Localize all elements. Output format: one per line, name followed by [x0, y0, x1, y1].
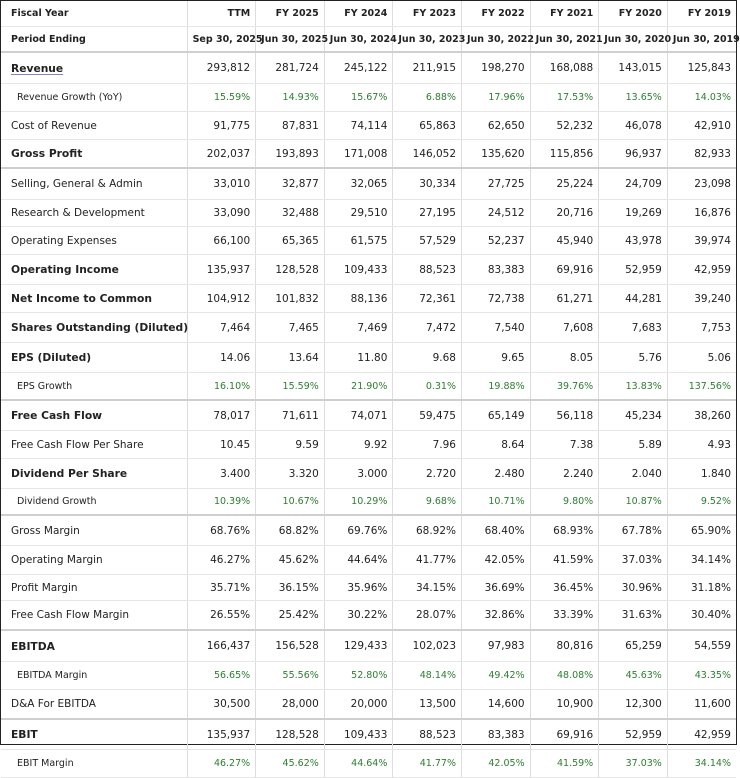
value-cell: 33.39%: [530, 601, 599, 631]
value-cell: 28.07%: [393, 601, 462, 631]
value-cell: 45.63%: [599, 662, 668, 690]
value-cell: 7,753: [667, 313, 736, 343]
value-cell: 19,269: [599, 200, 668, 227]
row-label-text: Shares Outstanding (Diluted): [11, 321, 189, 334]
value-cell: 102,023: [393, 630, 462, 662]
value-cell: 7,465: [256, 313, 325, 343]
value-cell: 68.93%: [530, 515, 599, 546]
value-cell: 9.52%: [667, 489, 736, 516]
value-cell: 45,234: [599, 400, 668, 431]
value-cell: 30,500: [187, 690, 256, 720]
value-cell: 69,916: [530, 719, 599, 750]
value-cell: 46,078: [599, 112, 668, 140]
column-header[interactable]: FY 2024: [324, 1, 393, 27]
value-cell: 69,916: [530, 255, 599, 285]
value-cell: 10.87%: [599, 489, 668, 516]
row-label: [1, 690, 187, 720]
value-cell: 193,893: [256, 140, 325, 169]
value-cell: 65,863: [393, 112, 462, 140]
value-cell: 83,383: [462, 255, 531, 285]
period-ending-date: Jun 30, 2022: [462, 27, 531, 53]
row-gross-profit: [1, 140, 736, 169]
value-cell: 88,136: [324, 285, 393, 313]
value-cell: 0.31%: [393, 373, 462, 401]
column-header[interactable]: FY 2023: [393, 1, 462, 27]
period-ending-date: Jun 30, 2025: [256, 27, 325, 53]
row-label-text: Operating Expenses: [11, 234, 117, 247]
value-cell: 42.05%: [462, 546, 531, 575]
row-label-text: EBIT: [11, 728, 38, 741]
value-cell: 65,365: [256, 227, 325, 255]
value-cell: 71,611: [256, 400, 325, 431]
value-cell: 17.96%: [462, 84, 531, 112]
value-cell: 156,528: [256, 630, 325, 662]
value-cell: 2.720: [393, 459, 462, 489]
value-cell: 7,472: [393, 313, 462, 343]
value-cell: 74,071: [324, 400, 393, 431]
row-label-text: Gross Margin: [11, 524, 80, 537]
value-cell: 13,500: [393, 690, 462, 720]
value-cell: 10.29%: [324, 489, 393, 516]
value-cell: 68.82%: [256, 515, 325, 546]
value-cell: 3.320: [256, 459, 325, 489]
value-cell: 36.69%: [462, 575, 531, 601]
value-cell: 245,122: [324, 52, 393, 84]
value-cell: 67.78%: [599, 515, 668, 546]
column-header[interactable]: FY 2019: [667, 1, 736, 27]
period-ending-date: Jun 30, 2023: [393, 27, 462, 53]
value-cell: 42,959: [667, 255, 736, 285]
row-label[interactable]: [1, 52, 187, 84]
row-ebit: [1, 719, 736, 750]
value-cell: 44,281: [599, 285, 668, 313]
value-cell: 109,433: [324, 719, 393, 750]
value-cell: 36.15%: [256, 575, 325, 601]
value-cell: 30,334: [393, 168, 462, 200]
value-cell: 44.64%: [324, 750, 393, 778]
fiscal-year-label: Fiscal Year: [1, 1, 187, 27]
value-cell: 82,933: [667, 140, 736, 169]
value-cell: 61,575: [324, 227, 393, 255]
value-cell: 5.06: [667, 343, 736, 373]
value-cell: 42,910: [667, 112, 736, 140]
row-label-text: D&A For EBITDA: [11, 698, 96, 710]
value-cell: 54,559: [667, 630, 736, 662]
value-cell: 41.77%: [393, 750, 462, 778]
period-ending-date: Jun 30, 2021: [530, 27, 599, 53]
value-cell: 68.40%: [462, 515, 531, 546]
row-fcf-margin: [1, 601, 736, 631]
value-cell: 171,008: [324, 140, 393, 169]
row-label: [1, 285, 187, 313]
value-cell: 31.63%: [599, 601, 668, 631]
value-cell: 9.68: [393, 343, 462, 373]
value-cell: 61,271: [530, 285, 599, 313]
value-cell: 35.96%: [324, 575, 393, 601]
value-cell: 65.90%: [667, 515, 736, 546]
row-label: [1, 601, 187, 631]
value-cell: 7.96: [393, 431, 462, 459]
row-eps-growth: [1, 373, 736, 401]
value-cell: 68.76%: [187, 515, 256, 546]
row-research-development: [1, 200, 736, 227]
column-header[interactable]: FY 2025: [256, 1, 325, 27]
row-eps-diluted: [1, 343, 736, 373]
value-cell: 25.42%: [256, 601, 325, 631]
row-label: [1, 489, 187, 516]
row-operating-income: [1, 255, 736, 285]
value-cell: 3.000: [324, 459, 393, 489]
row-fcf-per-share: [1, 431, 736, 459]
column-header[interactable]: FY 2020: [599, 1, 668, 27]
value-cell: 37.03%: [599, 750, 668, 778]
value-cell: 57,529: [393, 227, 462, 255]
value-cell: 59,475: [393, 400, 462, 431]
row-label-text: EBIT Margin: [17, 758, 74, 769]
value-cell: 4.93: [667, 431, 736, 459]
value-cell: 211,915: [393, 52, 462, 84]
value-cell: 16,876: [667, 200, 736, 227]
value-cell: 25,224: [530, 168, 599, 200]
row-free-cash-flow: [1, 400, 736, 431]
row-label-text: Gross Profit: [11, 147, 83, 160]
value-cell: 37.03%: [599, 546, 668, 575]
value-cell: 10.45: [187, 431, 256, 459]
row-gross-margin: [1, 515, 736, 546]
value-cell: 9.59: [256, 431, 325, 459]
value-cell: 34.15%: [393, 575, 462, 601]
value-cell: 13.64: [256, 343, 325, 373]
fiscal-year-header-row: [1, 1, 736, 27]
value-cell: 42,959: [667, 719, 736, 750]
row-label-text: Free Cash Flow Per Share: [11, 438, 144, 451]
value-cell: 14.03%: [667, 84, 736, 112]
value-cell: 115,856: [530, 140, 599, 169]
value-cell: 8.64: [462, 431, 531, 459]
value-cell: 52,232: [530, 112, 599, 140]
value-cell: 11.80: [324, 343, 393, 373]
value-cell: 24,709: [599, 168, 668, 200]
value-cell: 10.67%: [256, 489, 325, 516]
value-cell: 101,832: [256, 285, 325, 313]
row-label: [1, 343, 187, 373]
row-label: [1, 227, 187, 255]
row-label: [1, 140, 187, 169]
value-cell: 20,000: [324, 690, 393, 720]
value-cell: 87,831: [256, 112, 325, 140]
value-cell: 33,010: [187, 168, 256, 200]
value-cell: 96,937: [599, 140, 668, 169]
value-cell: 7,469: [324, 313, 393, 343]
row-label: [1, 431, 187, 459]
value-cell: 13.65%: [599, 84, 668, 112]
value-cell: 88,523: [393, 719, 462, 750]
row-da-for-ebitda: [1, 690, 736, 720]
column-header[interactable]: TTM: [187, 1, 256, 27]
value-cell: 78,017: [187, 400, 256, 431]
row-label: [1, 750, 187, 778]
value-cell: 7,683: [599, 313, 668, 343]
row-ebitda-margin: [1, 662, 736, 690]
value-cell: 31.18%: [667, 575, 736, 601]
value-cell: 80,816: [530, 630, 599, 662]
value-cell: 48.08%: [530, 662, 599, 690]
value-cell: 10.71%: [462, 489, 531, 516]
value-cell: 7,608: [530, 313, 599, 343]
value-cell: 69.76%: [324, 515, 393, 546]
value-cell: 24,512: [462, 200, 531, 227]
row-label-link[interactable]: Revenue: [11, 61, 64, 75]
value-cell: 21.90%: [324, 373, 393, 401]
row-label: [1, 112, 187, 140]
period-ending-date: Jun 30, 2019: [667, 27, 736, 53]
row-label: [1, 255, 187, 285]
value-cell: 10.39%: [187, 489, 256, 516]
value-cell: 5.76: [599, 343, 668, 373]
value-cell: 5.89: [599, 431, 668, 459]
value-cell: 52,237: [462, 227, 531, 255]
row-label: [1, 630, 187, 662]
value-cell: 38,260: [667, 400, 736, 431]
value-cell: 14.93%: [256, 84, 325, 112]
row-label: [1, 168, 187, 200]
value-cell: 52,959: [599, 255, 668, 285]
value-cell: 135,620: [462, 140, 531, 169]
value-cell: 128,528: [256, 255, 325, 285]
row-net-income: [1, 285, 736, 313]
value-cell: 17.53%: [530, 84, 599, 112]
value-cell: 2.240: [530, 459, 599, 489]
period-ending-date: Jun 30, 2024: [324, 27, 393, 53]
value-cell: 26.55%: [187, 601, 256, 631]
value-cell: 66,100: [187, 227, 256, 255]
value-cell: 15.59%: [187, 84, 256, 112]
column-header[interactable]: FY 2021: [530, 1, 599, 27]
row-label-text: Dividend Growth: [17, 496, 97, 507]
value-cell: 166,437: [187, 630, 256, 662]
row-label-text: EBITDA: [11, 639, 55, 653]
value-cell: 143,015: [599, 52, 668, 84]
row-label: [1, 459, 187, 489]
value-cell: 9.92: [324, 431, 393, 459]
row-label: [1, 84, 187, 112]
row-sga: [1, 168, 736, 200]
period-ending-header-row: [1, 27, 736, 53]
value-cell: 65,149: [462, 400, 531, 431]
value-cell: 88,523: [393, 255, 462, 285]
row-label: [1, 575, 187, 601]
value-cell: 97,983: [462, 630, 531, 662]
row-label-text: Dividend Per Share: [11, 467, 128, 480]
value-cell: 6.88%: [393, 84, 462, 112]
column-header[interactable]: FY 2022: [462, 1, 531, 27]
value-cell: 83,383: [462, 719, 531, 750]
value-cell: 55.56%: [256, 662, 325, 690]
value-cell: 56.65%: [187, 662, 256, 690]
value-cell: 74,114: [324, 112, 393, 140]
value-cell: 28,000: [256, 690, 325, 720]
value-cell: 104,912: [187, 285, 256, 313]
value-cell: 46.27%: [187, 546, 256, 575]
row-profit-margin: [1, 575, 736, 601]
value-cell: 7,464: [187, 313, 256, 343]
value-cell: 129,433: [324, 630, 393, 662]
row-dividend-per-share: [1, 459, 736, 489]
row-label-text: Profit Margin: [11, 581, 78, 594]
value-cell: 202,037: [187, 140, 256, 169]
row-ebit-margin: [1, 750, 736, 778]
value-cell: 9.65: [462, 343, 531, 373]
value-cell: 41.59%: [530, 546, 599, 575]
value-cell: 30.40%: [667, 601, 736, 631]
value-cell: 1.840: [667, 459, 736, 489]
value-cell: 281,724: [256, 52, 325, 84]
value-cell: 42.05%: [462, 750, 531, 778]
value-cell: 48.14%: [393, 662, 462, 690]
value-cell: 33,090: [187, 200, 256, 227]
row-cost-of-revenue: [1, 112, 736, 140]
value-cell: 29,510: [324, 200, 393, 227]
value-cell: 14,600: [462, 690, 531, 720]
value-cell: 198,270: [462, 52, 531, 84]
row-shares-outstanding: [1, 313, 736, 343]
value-cell: 45.62%: [256, 750, 325, 778]
value-cell: 16.10%: [187, 373, 256, 401]
value-cell: 30.22%: [324, 601, 393, 631]
income-statement-table: [1, 1, 740, 778]
row-label-text: Cost of Revenue: [11, 119, 97, 132]
value-cell: 34.14%: [667, 546, 736, 575]
row-label: [1, 719, 187, 750]
row-operating-margin: [1, 546, 736, 575]
value-cell: 27,195: [393, 200, 462, 227]
value-cell: 43,978: [599, 227, 668, 255]
row-label-text: Free Cash Flow Margin: [11, 609, 130, 621]
row-label: [1, 515, 187, 546]
row-label: [1, 373, 187, 401]
value-cell: 135,937: [187, 719, 256, 750]
value-cell: 65,259: [599, 630, 668, 662]
row-label: [1, 313, 187, 343]
value-cell: 12,300: [599, 690, 668, 720]
value-cell: 3.400: [187, 459, 256, 489]
row-label-text: Selling, General & Admin: [11, 178, 143, 190]
value-cell: 52,959: [599, 719, 668, 750]
value-cell: 43.35%: [667, 662, 736, 690]
value-cell: 10,900: [530, 690, 599, 720]
value-cell: 45,940: [530, 227, 599, 255]
value-cell: 14.06: [187, 343, 256, 373]
row-label-text: Free Cash Flow: [11, 409, 103, 422]
value-cell: 56,118: [530, 400, 599, 431]
row-label-text: Research & Development: [11, 207, 145, 219]
period-ending-date: Jun 30, 2020: [599, 27, 668, 53]
row-label-text: Revenue Growth (YoY): [17, 92, 123, 103]
value-cell: 137.56%: [667, 373, 736, 401]
value-cell: 20,716: [530, 200, 599, 227]
row-revenue-growth: [1, 84, 736, 112]
value-cell: 41.59%: [530, 750, 599, 778]
row-label-text: EPS Growth: [17, 380, 73, 392]
value-cell: 45.62%: [256, 546, 325, 575]
row-dividend-growth: [1, 489, 736, 516]
value-cell: 125,843: [667, 52, 736, 84]
value-cell: 32.86%: [462, 601, 531, 631]
row-label: [1, 546, 187, 575]
value-cell: 7,540: [462, 313, 531, 343]
value-cell: 15.59%: [256, 373, 325, 401]
value-cell: 72,738: [462, 285, 531, 313]
value-cell: 109,433: [324, 255, 393, 285]
value-cell: 128,528: [256, 719, 325, 750]
value-cell: 27,725: [462, 168, 531, 200]
row-label: [1, 662, 187, 690]
value-cell: 19.88%: [462, 373, 531, 401]
value-cell: 13.83%: [599, 373, 668, 401]
value-cell: 168,088: [530, 52, 599, 84]
value-cell: 68.92%: [393, 515, 462, 546]
value-cell: 44.64%: [324, 546, 393, 575]
value-cell: 39.76%: [530, 373, 599, 401]
value-cell: 9.80%: [530, 489, 599, 516]
value-cell: 62,650: [462, 112, 531, 140]
row-operating-expenses: [1, 227, 736, 255]
row-revenue: [1, 52, 736, 84]
row-ebitda: [1, 630, 736, 662]
value-cell: 23,098: [667, 168, 736, 200]
row-label: [1, 200, 187, 227]
value-cell: 293,812: [187, 52, 256, 84]
value-cell: 36.45%: [530, 575, 599, 601]
value-cell: 52.80%: [324, 662, 393, 690]
period-ending-label: Period Ending: [1, 27, 187, 53]
value-cell: 7.38: [530, 431, 599, 459]
value-cell: 34.14%: [667, 750, 736, 778]
value-cell: 39,974: [667, 227, 736, 255]
value-cell: 49.42%: [462, 662, 531, 690]
value-cell: 135,937: [187, 255, 256, 285]
period-ending-date: Sep 30, 2025: [187, 27, 256, 53]
value-cell: 146,052: [393, 140, 462, 169]
value-cell: 2.040: [599, 459, 668, 489]
value-cell: 11,600: [667, 690, 736, 720]
value-cell: 39,240: [667, 285, 736, 313]
value-cell: 41.77%: [393, 546, 462, 575]
row-label-text: EPS (Diluted): [11, 351, 92, 364]
row-label-text: Operating Income: [11, 263, 119, 276]
value-cell: 9.68%: [393, 489, 462, 516]
value-cell: 15.67%: [324, 84, 393, 112]
value-cell: 72,361: [393, 285, 462, 313]
value-cell: 8.05: [530, 343, 599, 373]
value-cell: 35.71%: [187, 575, 256, 601]
value-cell: 32,877: [256, 168, 325, 200]
value-cell: 32,065: [324, 168, 393, 200]
row-label: [1, 400, 187, 431]
value-cell: 91,775: [187, 112, 256, 140]
row-label-text: EBITDA Margin: [17, 670, 88, 681]
row-label-text: Operating Margin: [11, 554, 103, 566]
value-cell: 32,488: [256, 200, 325, 227]
value-cell: 30.96%: [599, 575, 668, 601]
row-label-text: Net Income to Common: [11, 292, 152, 305]
value-cell: 46.27%: [187, 750, 256, 778]
value-cell: 2.480: [462, 459, 531, 489]
